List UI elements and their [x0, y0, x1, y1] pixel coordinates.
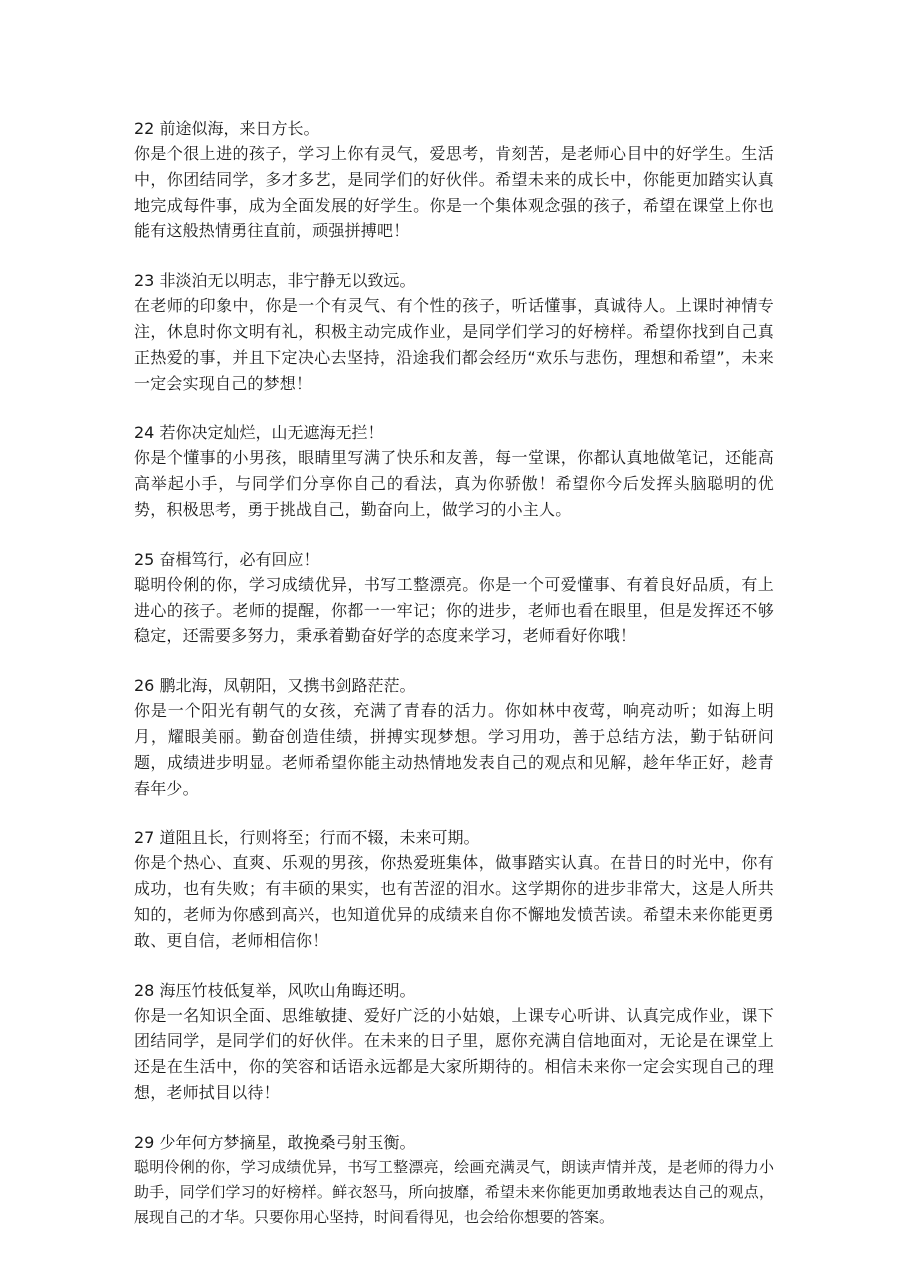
entry-heading: 22 前途似海，来日方长。	[134, 119, 320, 138]
comment-entry-22	[134, 116, 774, 244]
entry-body: 聪明伶俐的你，学习成绩优异，书写工整漂亮。你是一个可爱懂事、有着良好品质，有上进心的孩子。老师的提醒，你都一一牢记；你的进步，老师也看在眼里，但是发挥还不够稳定，还需要多努力，秉承着勤奋好学的态度来学习，老师看好你哦！	[134, 574, 774, 646]
entry-body: 你是个热心、直爽、乐观的男孩，你热爱班集体，做事踏实认真。在昔日的时光中，你有成功，也有失败；有丰硕的果实，也有苦涩的泪水。这学期你的进步非常大，这是人所共知的，老师为你感到高兴，也知道优异的成绩来自你不懈地发愤苦读。希望未来你能更勇敢、更自信，老师相信你！	[134, 853, 774, 950]
entry-body: 你是一名知识全面、思维敏捷、爱好广泛的小姑娘，上课专心听讲、认真完成作业，课下团结同学，是同学们的好伙伴。在未来的日子里，愿你充满自信地面对，无论是在课堂上还是在生活中，你的笑容和话语永远都是大家所期待的。相信未来你一定会实现自己的理想，老师拭目以待！	[134, 1005, 774, 1102]
comment-entry-27	[134, 825, 774, 953]
comment-entry-24	[134, 420, 774, 522]
comment-entry-25	[134, 547, 774, 649]
comment-entry-23	[134, 268, 774, 396]
entry-body: 聪明伶俐的你，学习成绩优异，书写工整漂亮，绘画充满灵气，朗读声情并茂，是老师的得力小助手，同学们学习的好榜样。鲜衣怒马，所向披靡，希望未来你能更加勇敢地表达自己的观点，展现自己的才华。只要你用心坚持，时间看得见，也会给你想要的答案。	[134, 1157, 774, 1226]
document-page	[134, 116, 774, 1230]
entry-heading: 25 奋楫笃行，必有回应！	[134, 549, 320, 569]
comment-entry-28	[134, 978, 774, 1106]
comment-entry-26	[134, 673, 774, 801]
entry-heading: 27 道阻且长，行则将至；行而不辍，未来可期。	[134, 828, 480, 848]
entry-body: 在老师的印象中，你是一个有灵气、有个性的孩子，听话懂事，真诚待人。上课时神情专注，休息时你文明有礼，积极主动完成作业，是同学们学习的好榜样。希望你找到自己真正热爱的事，并且下定决心去坚持，沿途我们都会经历“欢乐与悲伤，理想和希望”，未来一定会实现自己的梦想！	[134, 296, 774, 393]
comment-entry-29	[134, 1130, 774, 1230]
entry-heading: 28 海压竹枝低复举，风吹山角晦还明。	[134, 980, 416, 1000]
entry-heading: 24 若你决定灿烂，山无遮海无拦！	[134, 423, 384, 443]
entry-body: 你是个懂事的小男孩，眼睛里写满了快乐和友善，每一堂课，你都认真地做笔记，还能高高举起小手，与同学们分享你自己的看法，真为你骄傲！希望你今后发挥头脑聪明的优势，积极思考，勇于挑战自己，勤奋向上，做学习的小主人。	[134, 448, 774, 519]
entry-heading: 29 少年何方梦摘星，敢挽桑弓射玉衡。	[134, 1132, 416, 1152]
entry-body: 你是个很上进的孩子，学习上你有灵气，爱思考，肯刻苦，是老师心目中的好学生。生活中，你团结同学，多才多艺，是同学们的好伙伴。希望未来的成长中，你能更加踏实认真地完成每件事，成为全面发展的好学生。你是一个集体观念强的孩子，希望在课堂上你也能有这般热情勇往直前，顽强拼搏吧！	[134, 144, 774, 241]
entry-heading: 26 鹏北海，凤朝阳，又携书剑路茫茫。	[134, 676, 416, 696]
entry-heading: 23 非淡泊无以明志，非宁静无以致远。	[134, 271, 416, 291]
entry-body: 你是一个阳光有朝气的女孩，充满了青春的活力。你如林中夜莺，响亮动听；如海上明月，耀眼美丽。勤奋创造佳绩，拼搏实现梦想。学习用功，善于总结方法，勤于钻研问题，成绩进步明显。老师希望你能主动热情地发表自己的观点和见解，趁年华正好，趁青春年少。	[134, 701, 774, 798]
